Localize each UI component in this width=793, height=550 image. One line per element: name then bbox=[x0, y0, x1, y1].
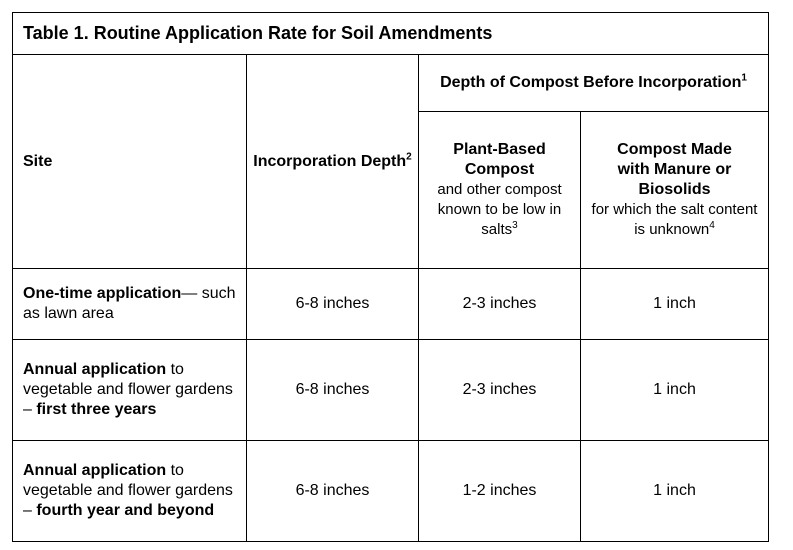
incorporation-cell: 6-8 inches bbox=[247, 441, 419, 542]
site-mid: to vegetable and flower gardens – bbox=[23, 361, 233, 418]
site-cell bbox=[13, 441, 247, 542]
table-row bbox=[13, 269, 769, 340]
site-header: Site bbox=[13, 55, 247, 269]
footnote-1-marker: 1 bbox=[741, 72, 747, 84]
table-row bbox=[13, 340, 769, 441]
plant-cell: 2-3 inches bbox=[419, 269, 581, 340]
plant-cell: 2-3 inches bbox=[419, 340, 581, 441]
site-cell bbox=[13, 269, 247, 340]
site-mid: to vegetable and flower gardens – bbox=[23, 462, 233, 519]
manure-header bbox=[581, 112, 769, 269]
site-cell bbox=[13, 340, 247, 441]
plant-cell: 1-2 inches bbox=[419, 441, 581, 542]
manure-cell: 1 inch bbox=[581, 441, 769, 542]
depth-group-header-label: Depth of Compost Before Incorporation bbox=[440, 74, 742, 91]
soil-amendment-table bbox=[12, 12, 769, 542]
plant-based-title: Plant-Based Compost bbox=[453, 141, 546, 178]
manure-detail bbox=[581, 200, 768, 240]
site-bold: One-time application bbox=[23, 285, 182, 302]
manure-detail-text: for which the salt content is unknown bbox=[591, 201, 758, 238]
footnote-2-marker: 2 bbox=[406, 151, 412, 163]
table-title: Table 1. Routine Application Rate for Soil Amendments bbox=[13, 13, 769, 55]
table-row bbox=[13, 441, 769, 542]
plant-based-detail bbox=[419, 180, 580, 240]
manure-title: Compost Made with Manure or Biosolids bbox=[617, 141, 732, 198]
site-bold-2: first three years bbox=[36, 401, 157, 418]
incorporation-cell: 6-8 inches bbox=[247, 269, 419, 340]
site-rest: — such as lawn area bbox=[23, 285, 236, 322]
site-bold: Annual application bbox=[23, 462, 167, 479]
table-container bbox=[12, 12, 768, 542]
manure-cell: 1 inch bbox=[581, 269, 769, 340]
plant-based-header bbox=[419, 112, 581, 269]
incorporation-depth-header-label: Incorporation Depth bbox=[253, 152, 407, 170]
manure-cell: 1 inch bbox=[581, 340, 769, 441]
plant-based-detail-text: and other compost known to be low in salts bbox=[437, 181, 562, 238]
footnote-3-marker: 3 bbox=[512, 220, 518, 231]
site-bold: Annual application bbox=[23, 361, 167, 378]
site-bold-2: fourth year and beyond bbox=[36, 502, 215, 519]
incorporation-depth-header bbox=[247, 55, 419, 269]
footnote-4-marker: 4 bbox=[709, 220, 715, 231]
incorporation-cell: 6-8 inches bbox=[247, 340, 419, 441]
depth-group-header bbox=[419, 55, 769, 112]
